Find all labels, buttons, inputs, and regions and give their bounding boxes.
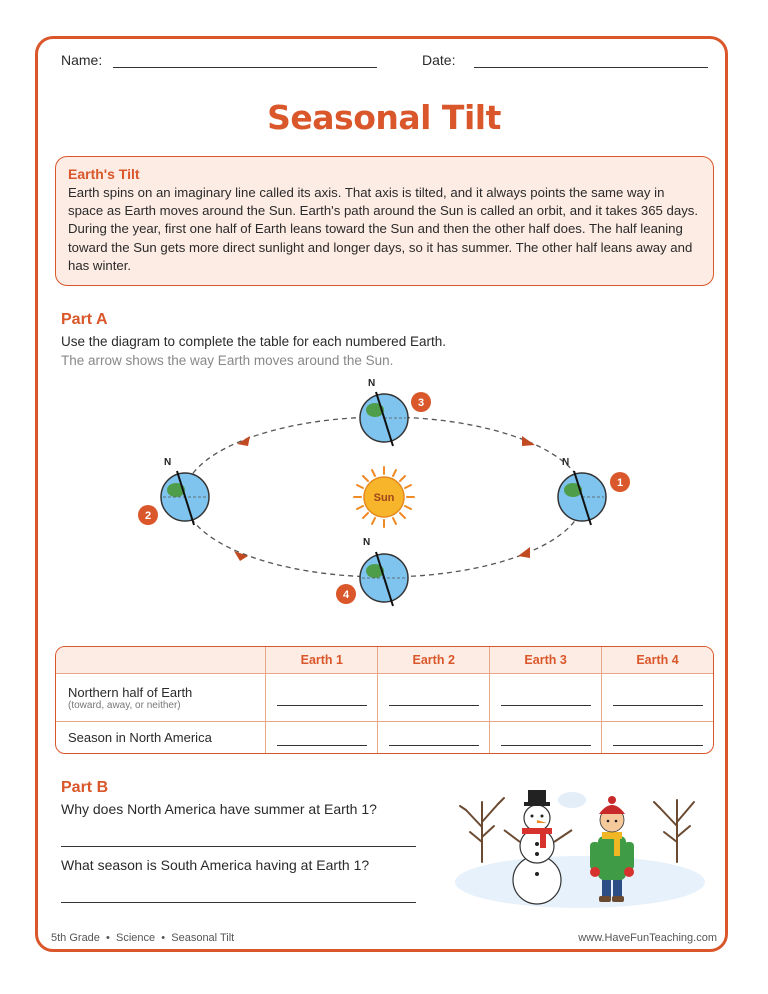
answer-cell[interactable] [602,722,713,753]
table-header-blank [56,647,266,674]
footer-grade: 5th Grade [51,932,100,944]
table-header-earth-1: Earth 1 [266,647,378,674]
question-1: Why does North America have summer at Earth 1? [61,801,377,817]
north-label: N [562,457,570,468]
question-2: What season is South America having at Earth 1? [61,857,370,873]
orbit-arrow-icon [522,436,535,446]
earth-4-icon [360,552,408,606]
sun-label: Sun [373,492,395,504]
table-row [56,674,713,722]
north-label: N [368,378,376,389]
footer-subject: Science [116,932,156,944]
date-label: Date: [422,52,456,68]
name-field[interactable] [113,67,377,68]
orbit-diagram [0,370,768,615]
earth-2-icon [161,471,209,525]
row-hint: (toward, away, or neither) [68,699,181,711]
answer-line-2[interactable] [61,902,416,903]
svg-text:4: 4 [342,589,350,601]
row-label-text: Season in North America [68,730,212,746]
row-label [56,674,266,722]
answer-cell[interactable] [490,722,602,753]
part-a-instruction: Use the diagram to complete the table for each numbered Earth. [61,334,446,349]
part-a-heading: Part A [61,311,108,328]
svg-text:1: 1 [616,477,624,489]
info-box [55,156,714,286]
answer-line-1[interactable] [61,846,416,847]
table-header-earth-4: Earth 4 [602,647,713,674]
footer-topic: Seasonal Tilt [171,932,235,944]
info-heading: Earth's Tilt [68,166,140,182]
svg-text:2: 2 [144,510,152,522]
row-label-text: Northern half of Earth [68,684,193,700]
orbit-arrow-icon [234,551,248,561]
row-label [56,722,266,753]
answer-cell[interactable] [266,674,378,722]
north-label: N [363,537,371,548]
svg-text:3: 3 [417,397,425,409]
answer-cell[interactable] [266,722,378,753]
table-header-earth-2: Earth 2 [378,647,490,674]
answer-cell[interactable] [490,674,602,722]
date-field[interactable] [474,67,708,68]
earth-3-icon [360,392,408,446]
winter-illustration [452,782,708,912]
table-row [56,722,713,753]
name-label: Name: [61,52,103,68]
footer-breadcrumb: 5th Grade • Science • Seasonal Tilt [51,932,235,944]
page-title: Seasonal Tilt [267,98,501,137]
info-text: Earth spins on an imaginary line called its axis. That axis is tilted, and it always points the same way in space as Earth moves around the Sun. Earth's path around the Sun is called an orbit, and it takes 365 days. During the year, first one half of Earth leans toward the Sun and then the other half does. The half leaning toward the Sun gets more direct sunlight and longer days, so it has summer. The other half leans away and has winter. [68,185,699,273]
north-label: N [164,457,172,468]
footer-site: www.HaveFunTeaching.com [578,932,717,944]
answer-cell[interactable] [602,674,713,722]
earth-1-icon [558,471,606,525]
answer-cell[interactable] [378,722,490,753]
earth-table [55,646,714,754]
orbit-arrow-icon [237,436,250,446]
part-a-note: The arrow shows the way Earth moves around the Sun. [61,353,394,368]
table-header-earth-3: Earth 3 [490,647,602,674]
answer-cell[interactable] [378,674,490,722]
part-b-heading: Part B [61,779,109,796]
